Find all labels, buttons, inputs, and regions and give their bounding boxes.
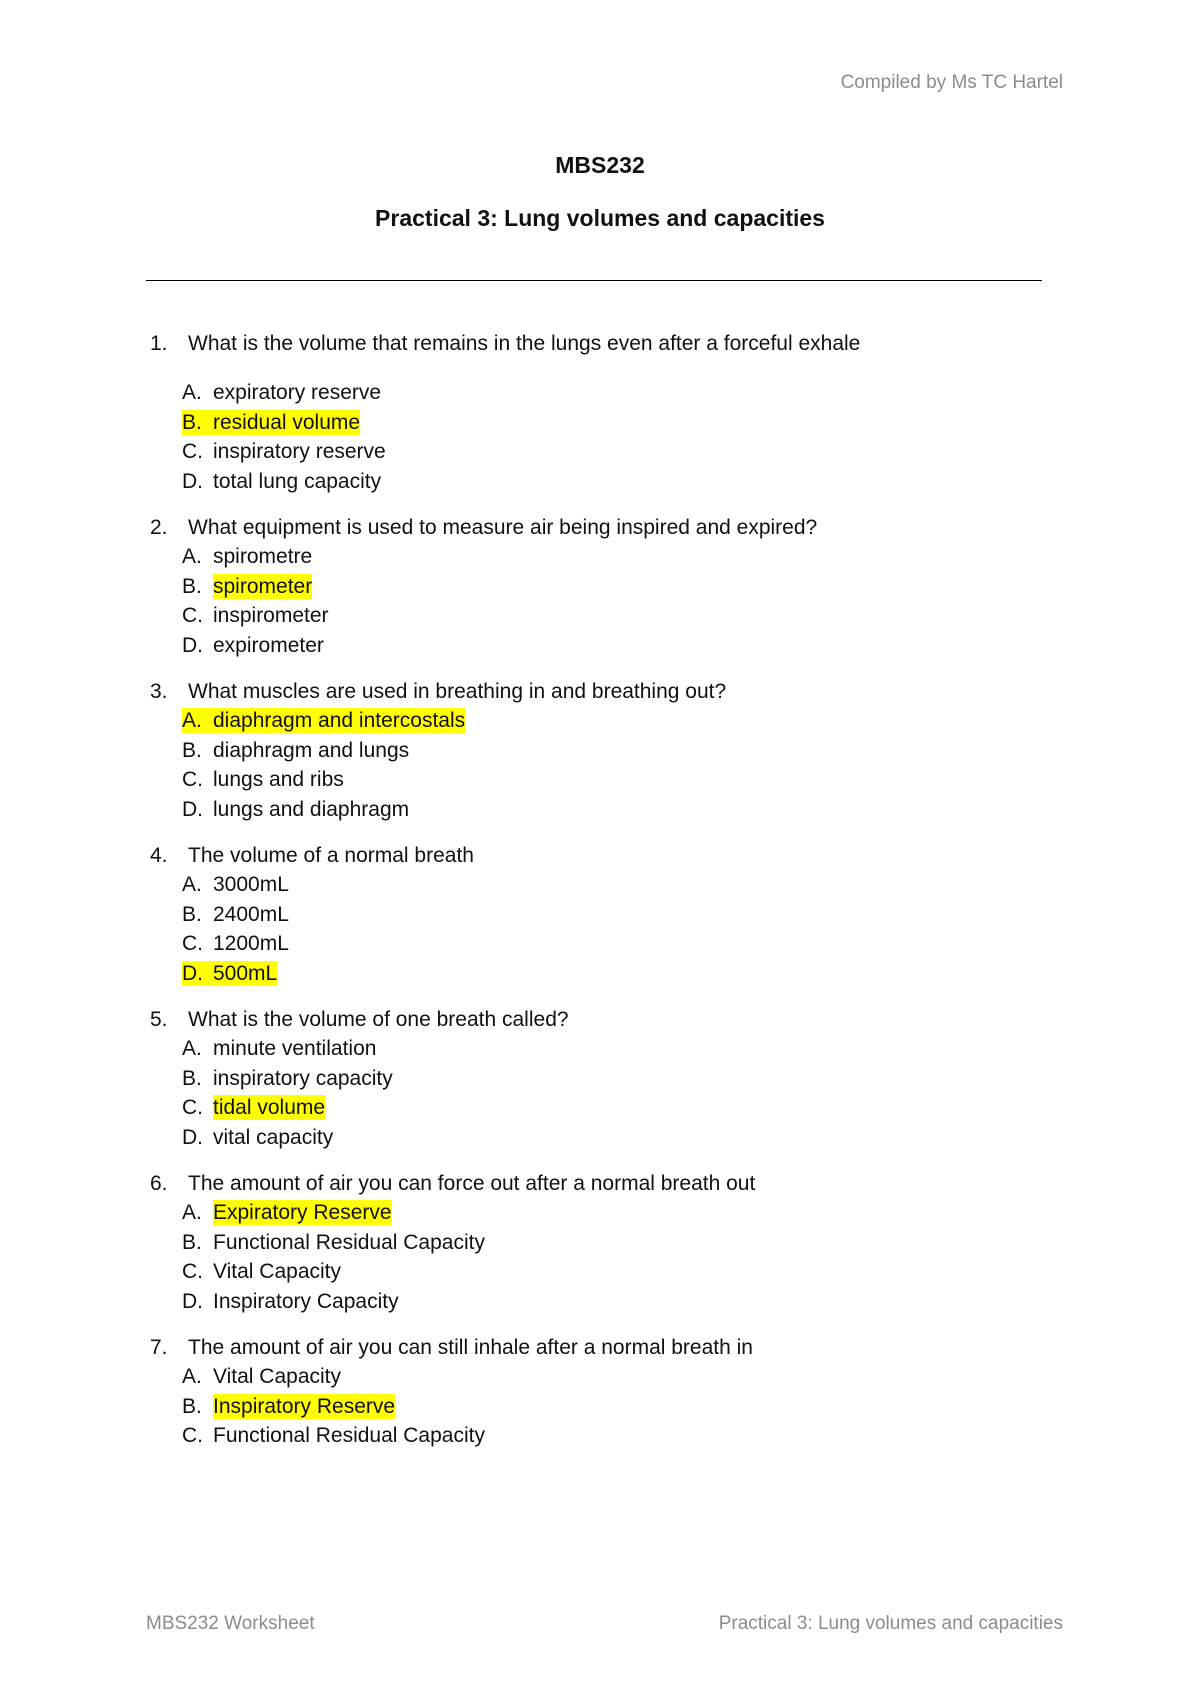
question-number: 6. [150,1172,168,1195]
answer-option-correct [150,1198,1050,1228]
answer-option [150,1034,1050,1064]
option-letter: B. [182,1066,202,1090]
question-stem [150,678,1050,706]
question-7 [150,1334,1050,1451]
option-text: diaphragm and intercostals [213,709,466,732]
answer-options [150,1362,1050,1451]
answer-options [150,706,1050,824]
question-stem [150,1006,1050,1034]
option-text: 500mL [213,961,278,985]
option-text: lungs and ribs [213,768,344,791]
answer-option [150,1064,1050,1094]
answer-option [150,870,1050,900]
question-number: 3. [150,680,168,703]
option-letter: A. [182,1201,202,1224]
option-text: inspiratory reserve [213,440,386,463]
answer-option [150,1123,1050,1153]
question-stem [150,842,1050,870]
option-letter: C. [182,1096,203,1119]
question-stem [150,330,1050,358]
option-letter: D. [182,1125,203,1149]
option-text: minute ventilation [213,1037,377,1060]
answer-options [150,1198,1050,1316]
question-number: 1. [150,332,168,355]
answer-option-correct [150,1392,1050,1422]
answer-option [150,1228,1050,1258]
option-letter: D. [182,469,203,493]
question-number: 5. [150,1008,168,1031]
option-letter: C. [182,768,203,791]
answer-option [150,467,1050,497]
answer-option [150,631,1050,661]
answer-option [150,1257,1050,1287]
question-4 [150,842,1050,988]
option-text: spirometre [213,545,313,568]
option-letter: A. [182,381,202,404]
option-text: 2400mL [213,902,289,926]
answer-option [150,1421,1050,1451]
option-letter: D. [182,1289,203,1313]
option-letter: D. [182,961,203,985]
option-text-highlighted: tidal volume [213,1096,326,1119]
question-stem [150,1170,1050,1198]
question-5 [150,1006,1050,1152]
answer-option-correct [150,959,1050,989]
option-text: Inspiratory Capacity [213,1289,399,1313]
answer-highlight [182,961,277,986]
question-1 [150,330,1050,496]
title-divider [146,280,1042,281]
course-code-title: MBS232 [555,152,645,178]
option-letter: C. [182,932,203,955]
question-2 [150,514,1050,660]
option-text: 1200mL [213,932,289,955]
answer-option [150,601,1050,631]
option-letter: D. [182,633,203,657]
answer-options [150,378,1050,496]
option-text: Vital Capacity [213,1365,342,1388]
answer-option-correct [150,572,1050,602]
option-letter: A. [182,873,202,896]
answer-option [150,795,1050,825]
answer-highlight [182,708,465,733]
answer-options [150,1034,1050,1152]
answer-option [150,1287,1050,1317]
header-compiled-by: Compiled by Ms TC Hartel [840,72,1063,93]
option-text: Functional Residual Capacity [213,1230,485,1254]
option-text: inspirometer [213,604,329,627]
option-letter: B. [182,410,202,434]
answer-options [150,542,1050,660]
answer-highlight [182,410,360,435]
option-text: diaphragm and lungs [213,738,410,762]
answer-option [150,1362,1050,1392]
question-number: 4. [150,844,168,867]
question-3 [150,678,1050,824]
answer-option [150,378,1050,408]
option-letter: A. [182,709,202,732]
option-text: total lung capacity [213,469,382,493]
option-letter: C. [182,604,203,627]
option-letter: A. [182,1037,202,1060]
answer-option [150,765,1050,795]
question-text: The volume of a normal breath [188,844,474,867]
question-text: What muscles are used in breathing in and breathing out? [188,680,727,703]
question-text: What equipment is used to measure air being inspired and expired? [188,516,818,539]
option-text: expiratory reserve [213,381,382,404]
option-text-highlighted: spirometer [213,574,313,598]
option-letter: B. [182,738,202,762]
option-text: 3000mL [213,873,289,896]
answer-option [150,437,1050,467]
answer-option [150,900,1050,930]
option-letter: C. [182,440,203,463]
option-text: Vital Capacity [213,1260,342,1283]
option-text-highlighted: Inspiratory Reserve [213,1394,396,1418]
question-number: 2. [150,516,168,539]
option-letter: B. [182,1394,202,1418]
option-text: residual volume [213,410,361,434]
option-letter: C. [182,1424,203,1447]
question-text: The amount of air you can force out after a normal breath out [188,1172,756,1195]
question-text: What is the volume that remains in the lungs even after a forceful exhale [188,332,861,355]
option-text: vital capacity [213,1125,334,1149]
question-list [150,330,1050,1469]
footer-left: MBS232 Worksheet [146,1613,315,1634]
answer-option [150,929,1050,959]
option-letter: B. [182,902,202,926]
option-text: Functional Residual Capacity [213,1424,485,1447]
option-letter: A. [182,1365,202,1388]
option-text: inspiratory capacity [213,1066,393,1090]
answer-option [150,736,1050,766]
option-letter: B. [182,1230,202,1254]
option-letter: D. [182,797,203,821]
question-text: The amount of air you can still inhale after a normal breath in [188,1336,753,1359]
option-letter: A. [182,545,202,568]
option-text: expirometer [213,633,324,657]
answer-option-correct [150,706,1050,736]
practical-title: Practical 3: Lung volumes and capacities [375,205,825,231]
option-text: lungs and diaphragm [213,797,410,821]
question-stem [150,514,1050,542]
footer-right: Practical 3: Lung volumes and capacities [718,1613,1063,1634]
question-number: 7. [150,1336,168,1359]
option-letter: C. [182,1260,203,1283]
question-6 [150,1170,1050,1316]
answer-options [150,870,1050,988]
answer-option-correct [150,408,1050,438]
option-letter: B. [182,574,202,598]
question-stem [150,1334,1050,1362]
answer-option-correct [150,1093,1050,1123]
option-text-highlighted: Expiratory Reserve [213,1201,392,1224]
answer-option [150,542,1050,572]
question-text: What is the volume of one breath called? [188,1008,569,1031]
